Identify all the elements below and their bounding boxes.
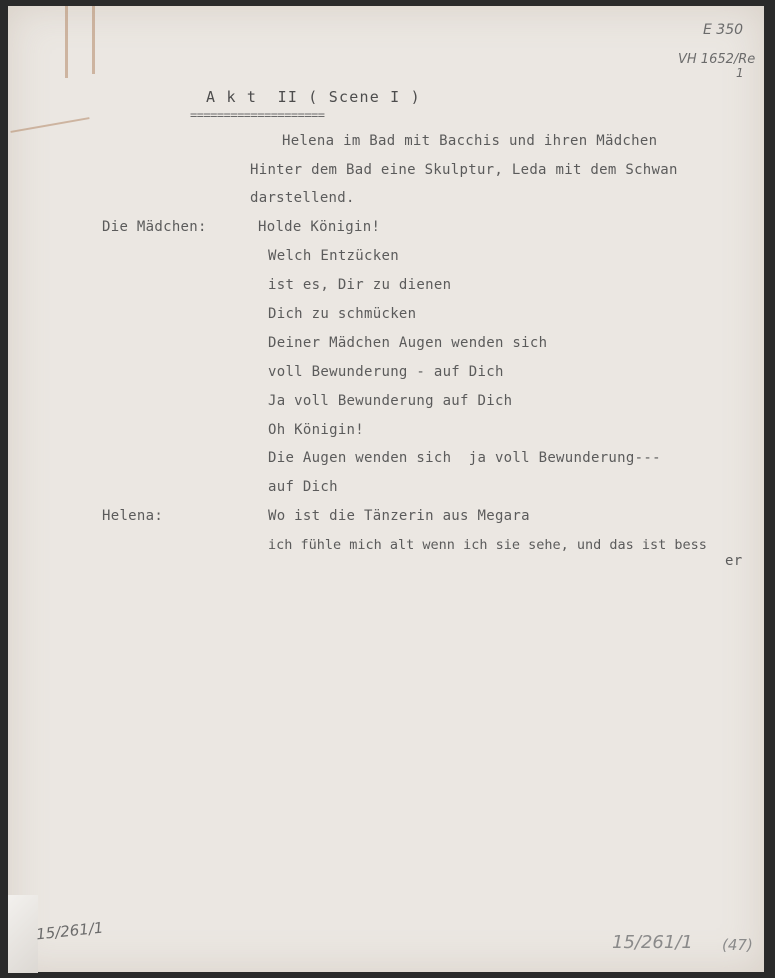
verse-line: Holde Königin! xyxy=(258,219,381,235)
archive-signature-sub: 1 xyxy=(736,66,744,80)
fold-crease xyxy=(10,117,89,133)
verse-line: ich fühle mich alt wenn ich sie sehe, und das ist bess xyxy=(268,537,707,553)
archive-signature: VH 1652/Re xyxy=(678,52,756,67)
verse-line: Die Augen wenden sich ja voll Bewunderung--- xyxy=(268,450,661,466)
stage-direction-line: Hinter dem Bad eine Skulptur, Leda mit dem Schwan xyxy=(250,162,678,178)
verse-line: Dich zu schmücken xyxy=(268,306,417,322)
fold-crease xyxy=(92,6,95,74)
verse-line: auf Dich xyxy=(268,479,338,495)
archive-number-bottom-right: 15/261/1 xyxy=(612,932,693,953)
verse-line: ist es, Dir zu dienen xyxy=(268,277,452,293)
archive-folio-number: (47) xyxy=(722,936,753,954)
verse-line: Oh Königin! xyxy=(268,422,365,438)
paper-sheet xyxy=(8,6,764,972)
verse-line: Ja voll Bewunderung auf Dich xyxy=(268,393,513,409)
verse-line: Deiner Mädchen Augen wenden sich xyxy=(268,335,548,351)
archive-number: E 350 xyxy=(703,22,744,38)
verse-line: Wo ist die Tänzerin aus Megara xyxy=(268,508,530,524)
verse-line: voll Bewunderung - auf Dich xyxy=(268,364,504,380)
verse-line: Welch Entzücken xyxy=(268,248,399,264)
torn-corner xyxy=(8,895,38,973)
archive-number-bottom-left: 15/261/1 xyxy=(35,918,105,944)
verse-line: er xyxy=(725,553,743,569)
fold-crease xyxy=(65,6,68,78)
title-underline: ==================== xyxy=(190,108,325,122)
act-title: A k t II ( Scene I ) xyxy=(206,88,421,106)
speaker-maedchen: Die Mädchen: xyxy=(102,219,207,235)
speaker-helena: Helena: xyxy=(102,508,164,524)
stage-direction-line: Helena im Bad mit Bacchis und ihren Mädchen xyxy=(282,133,658,149)
stage-direction-line: darstellend. xyxy=(250,190,355,206)
